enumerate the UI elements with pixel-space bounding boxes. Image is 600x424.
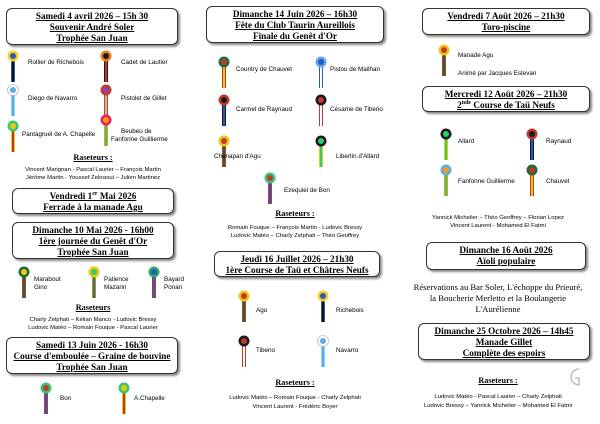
event-title: 2nde Course de Taü Neufs [457,100,555,110]
rosette-agu-icon [238,290,250,322]
raseteurs-line: Charly Zelphati – Kélian Manco - Ludovic Bressy [29,317,157,323]
bull-label: Agu [256,307,268,314]
rosette-bayard-icon [148,266,160,298]
event-title: Manade Gillet [475,337,533,347]
rosette-country-icon [218,56,230,88]
raseteurs-heading: Raseteurs : [275,209,315,218]
bull-label: Bayard [164,276,184,283]
event-subtitle: Finale du Genêt d'Or [253,31,337,41]
column-left [0,0,200,424]
rosette-ezequiel-icon [264,172,276,204]
rosette-carmel-icon [218,94,230,126]
rosette-cesame-icon [315,94,327,126]
bull-label: Pistou de Mailhan [330,66,381,73]
event-box-10-may [12,222,174,259]
bull-label: Carmel de Raynaud [236,106,293,113]
event-box-12-august [422,86,590,112]
rosette-chenapan-icon [218,135,230,167]
event-date: Vendredi 1er Mai 2026 [49,191,137,201]
bull-label: Tiberio [256,347,276,354]
raseteurs-heading: Raseteurs : [478,376,518,385]
rosette-marabout-icon [18,266,30,298]
rosette-chauvet-icon [526,164,538,196]
raseteurs-line: Ludovic Matéo – Charly Zelphati – Théo Geoffrey [230,233,360,239]
event-subtitle: Trophée San Juan [56,33,128,43]
column-middle [200,0,400,424]
raseteurs-line: Ludovic Matéo – Romain Fouque - Pascal Laurier [28,325,158,331]
rosette-richebois-icon [317,290,329,322]
raseteurs-heading: Raseteurs [75,303,111,312]
reservation-text: Réservations au Bar Soler, L'échoppe du Prieuré, [413,282,583,292]
event-title: 1ère Course de Taü et Châtres Neufs [225,265,369,275]
event-date: Dimanche 10 Mai 2026 - 16h00 [32,225,154,235]
bull-label: Richebois [336,307,364,314]
raseteurs-line: Ludovic Matéo - Pascal Laurier – Charly Zelphati [434,394,562,400]
rosette-tiberio-icon [238,335,250,367]
event-date: Samedi 4 avril 2026 – 15h 30 [35,11,149,21]
rosette-chapelle-icon [118,382,130,414]
rosette-rollier-icon [7,50,19,82]
event-box-1-may [12,188,174,214]
bull-label: Cadet de Lautier [121,59,168,66]
event-date: Mercredi 12 Août 2026 – 21h30 [444,89,568,99]
event-subtitle: Trophée San Juan [56,362,128,372]
event-box-14-june [206,6,384,43]
bull-label: Diego de Navarro [28,95,78,102]
event-box-7-august [422,8,590,35]
event-title: Souvenir André Soler [49,22,135,32]
event-title: Course d'emboulée – Graine de bouvine [13,351,171,361]
event-box-13-june [6,337,178,374]
column-right [400,0,600,424]
rosette-libertin-icon [315,135,327,167]
bull-label: Marabout [34,276,61,283]
bull-label: A.Chapelle [134,395,165,402]
event-title: Fête du Club Taurin Aureillois [235,20,355,30]
reservation-text: L'Aurélienne [475,304,521,314]
rosette-patience-icon [88,266,100,298]
bull-label: Bon [60,395,72,402]
event-box-4-april [6,8,178,45]
raseteurs-line: Ludovic Matéo – Romain Fouque - Charly Zelphati [229,395,361,401]
bull-label: Libertin d'Allard [336,153,380,160]
event-title: Toro-piscine [481,22,531,32]
bull-label: Fanfonne Guillierme [111,136,168,143]
rosette-fanfonne-icon [440,164,452,196]
rosette-cadet-icon [100,50,112,82]
event-box-16-july [214,251,380,277]
bull-label: Fanfonne Guillierme [458,178,515,185]
rosette-allard-icon [440,128,452,160]
raseteurs-line: Vincent Laurent - Frédéric Boyer [252,404,338,410]
event-date: Dimanche 16 Août 2026 [459,245,553,255]
event-title: Ferrade à la manade Agu [43,202,143,212]
animation-label: Animé par Jacques Estevan [458,70,537,77]
event-date: Samedi 13 Juin 2026 - 16h30 [35,340,149,350]
bull-label: Chenapan d'Agu [214,153,261,160]
rosette-pistou-icon [315,56,327,88]
rosette-bon-icon [40,382,52,414]
raseteurs-line: Vincent Laurent - Mohamed El Fatmi [450,223,546,229]
raseteurs-line: Yannick Michelier – Théo Geoffrey – Florian Lopez [432,215,564,221]
bull-label: Manade Agu [458,52,494,59]
rosette-pantagruel-icon [7,120,19,152]
rosette-navarro-icon [317,335,329,367]
event-title: Aïoli populaire [476,256,536,266]
raseteurs-line: Jérôme Martin - Youssef Zekraoui – Julien Martinez [25,175,161,181]
rosette-manade-agu-icon [438,44,450,76]
bull-label: Navarro [336,347,359,354]
event-box-16-august [426,242,586,270]
bull-label: Pantagruel de A. Chapelle [22,131,96,138]
event-date: Jeudi 16 Juillet 2026 – 21h30 [240,254,354,264]
bull-label: Raynaud [546,138,572,145]
rosette-diego-icon [7,84,19,116]
bull-label: Beubeu de [121,128,152,135]
raseteurs-line: Ludovic Bressy – Yannick Michelier – Mohamed El Fatmi [423,403,573,409]
bull-label: Patience [104,276,129,283]
event-box-25-october [418,323,590,360]
event-date: Vendredi 7 Août 2026 – 21h30 [447,11,565,21]
raseteurs-heading: Raseteurs : [275,378,315,387]
raseteurs-line: Romain Fouque – François Martin - Ludovic Bressy [227,225,363,231]
bull-label: Gino [34,284,48,291]
reservation-text: la Boucherie Merletto et la Boulangerie [429,293,567,303]
rosette-pistolet-icon [100,84,112,116]
event-date: Dimanche 14 Juin 2026 – 16h30 [232,9,358,19]
event-subtitle: Complète des espoirs [462,348,546,358]
raseteurs-heading: Raseteurs : [73,153,113,162]
event-date: Dimanche 25 Octobre 2026 – 14h45 [434,326,574,336]
bull-label: Ezequiel de Bon [284,187,330,194]
event-title: 1ère journée du Genêt d'Or [38,236,148,246]
raseteurs-line: Vincent Marignan - Pascal Laurier – François Martin [25,167,161,173]
event-subtitle: Trophée San Juan [57,247,129,257]
bull-label: Chauvet [546,178,570,185]
rosette-raynaud-icon [526,128,538,160]
bull-label: Mazarin [104,284,127,291]
bull-label: Allard [458,138,475,145]
bull-label: Césame de Tiberio [330,106,383,113]
bull-label: Country de Chauvet [236,66,293,73]
bull-label: Pistolet de Gillet [121,95,167,102]
bull-label: Rollier de Richebois [28,59,84,66]
bull-label: Ponan [164,284,183,291]
